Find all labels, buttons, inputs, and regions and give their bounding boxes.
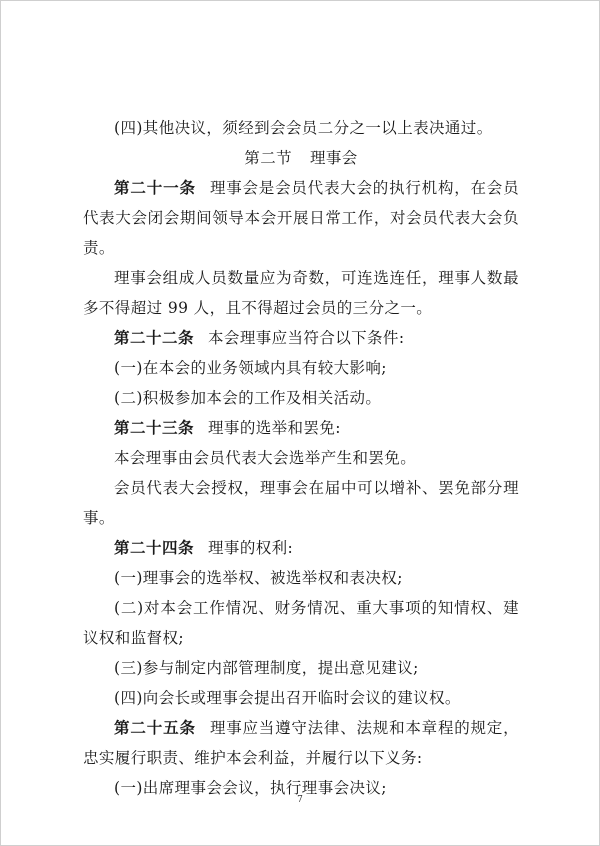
paragraph: (一)理事会的选举权、被选举权和表决权; bbox=[114, 569, 403, 587]
section-title: 理事会 bbox=[310, 149, 358, 167]
section-heading bbox=[83, 143, 519, 173]
article-paragraph bbox=[83, 173, 519, 263]
article-number: 第二十三条 bbox=[114, 419, 195, 437]
article-paragraph bbox=[83, 533, 519, 563]
article-text: 理事会是会员代表大会的执行机构，在会员代表大会闭会期间领导本会开展日常工作，对会员代表大会负责。 bbox=[83, 179, 519, 257]
paragraph: 会员代表大会授权，理事会在届中可以增补、罢免部分理事。 bbox=[83, 479, 519, 527]
article-paragraph bbox=[83, 413, 519, 443]
article-text: 理事的选举和罢免: bbox=[208, 419, 341, 437]
document-body bbox=[83, 113, 519, 803]
article-text: 理事的权利: bbox=[208, 539, 294, 557]
article-number: 第二十四条 bbox=[114, 539, 195, 557]
paragraph: (二)积极参加本会的工作及相关活动。 bbox=[114, 389, 382, 407]
article-number: 第二十一条 bbox=[114, 179, 196, 197]
paragraph: (四)向会长或理事会提出召开临时会议的建议权。 bbox=[114, 689, 461, 707]
article-number: 第二十二条 bbox=[114, 329, 195, 347]
article-text: 理事应当遵守法律、法规和本章程的规定，忠实履行职责、维护本会利益，并履行以下义务: bbox=[83, 719, 519, 767]
article-paragraph bbox=[83, 713, 519, 773]
article-number: 第二十五条 bbox=[114, 719, 196, 737]
paragraph: (一)出席理事会会议，执行理事会决议; bbox=[114, 779, 387, 797]
section-number: 第二节 bbox=[244, 149, 292, 167]
paragraph: (三)参与制定内部管理制度，提出意见建议; bbox=[114, 659, 419, 677]
page-number: 7 bbox=[297, 795, 303, 805]
paragraph: 理事会组成人员数量应为奇数，可连选连任，理事人数最多不得超过 99 人，且不得超过会员的三分之一。 bbox=[83, 269, 519, 317]
article-text: 本会理事应当符合以下条件: bbox=[208, 329, 405, 347]
paragraph: 本会理事由会员代表大会选举产生和罢免。 bbox=[114, 449, 417, 467]
paragraph: (二)对本会工作情况、财务情况、重大事项的知情权、建议权和监督权; bbox=[83, 599, 519, 647]
article-paragraph bbox=[83, 323, 519, 353]
paragraph: (四)其他决议，须经到会会员二分之一以上表决通过。 bbox=[114, 119, 493, 137]
paragraph: (一)在本会的业务领域内具有较大影响; bbox=[114, 359, 387, 377]
